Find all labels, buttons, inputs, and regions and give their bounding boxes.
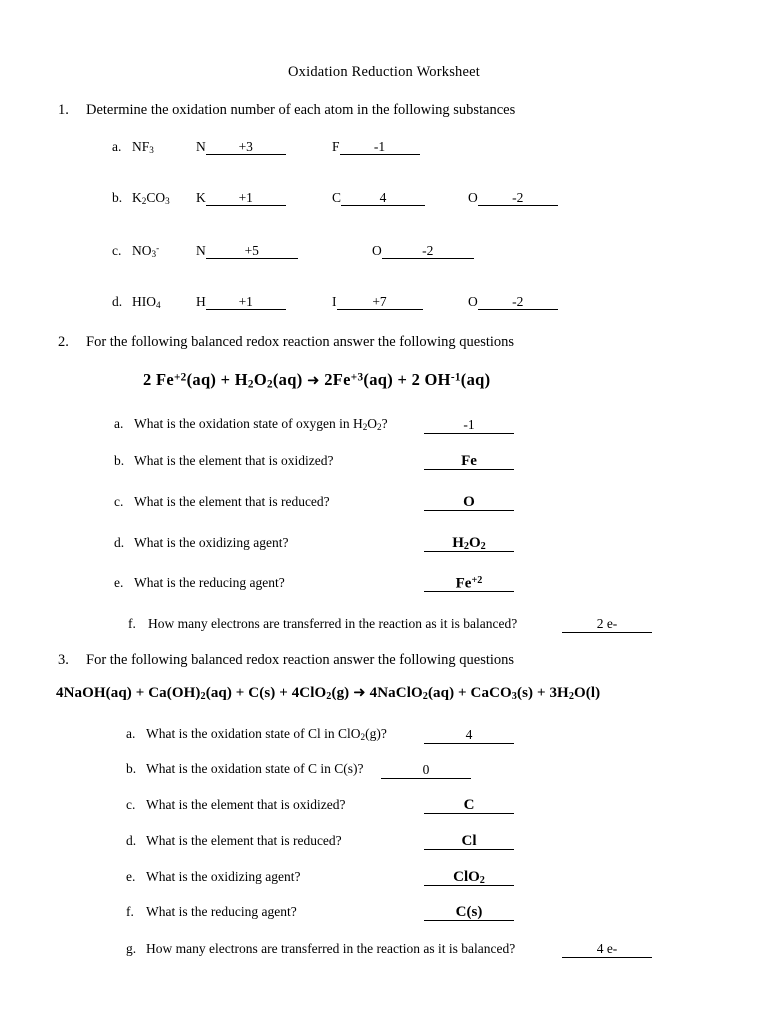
q1-d-blank-I[interactable]: +7: [337, 294, 423, 310]
q2-item-d-answer[interactable]: $H_2O_2$: [424, 535, 514, 552]
q2-item-c-text: What is the element that is reduced?: [134, 494, 330, 509]
question-2-equation: 2 $Fe^{+2}(aq) + H_2O_2(aq)$ ➜ $2Fe^{+3}(aq) + 2$ $OH^{-1}(aq)$: [143, 370, 491, 391]
q1-b-answer-O[interactable]: [468, 190, 558, 206]
q3-item-c-answer[interactable]: C: [424, 797, 514, 814]
q2-item-f-text: How many electrons are transferred in the reaction as it is balanced?: [148, 616, 518, 631]
question-2-heading: [58, 334, 514, 351]
q1-b-blank-O[interactable]: -2: [478, 190, 558, 206]
q1-b-element-C-label: C: [332, 190, 342, 205]
q1-item-c-letter: c.: [112, 243, 122, 258]
q1-d-element-O-label: O: [468, 294, 478, 309]
q3-item-a: [126, 726, 387, 742]
question-3-prompt: For the following balanced redox reaction answer the following questions: [86, 652, 515, 668]
q1-a-blank-N[interactable]: +3: [206, 139, 286, 155]
q2-item-c-answer[interactable]: O: [424, 494, 514, 511]
q3-item-a-text: What is the oxidation state of Cl in ClO$_2$(g)?: [146, 726, 387, 743]
q3-item-b-text: What is the oxidation state of C in C(s)?: [146, 761, 364, 776]
q1-c-blank-O[interactable]: -2: [382, 243, 474, 259]
q1-a-answer-F[interactable]: [332, 139, 420, 155]
q1-item-a-letter: a.: [112, 139, 122, 154]
q3-item-c: [126, 797, 345, 813]
q1-item-d: [112, 294, 161, 310]
q1-c-answer-O[interactable]: [372, 243, 474, 259]
q2-item-d-text: What is the oxidizing agent?: [134, 535, 289, 550]
q3-item-b: [126, 761, 363, 777]
q1-b-answer-C[interactable]: [332, 190, 425, 206]
q1-d-blank-H[interactable]: +1: [206, 294, 286, 310]
q3-item-a-answer[interactable]: 4: [424, 727, 514, 744]
q2-item-a: [114, 416, 388, 432]
question-3-heading: [58, 652, 514, 669]
q1-a-answer-N[interactable]: [196, 139, 286, 155]
question-1-heading: [58, 102, 515, 119]
q3-item-b-letter: b.: [126, 761, 137, 776]
q1-item-a-formula: $NF_3$: [132, 139, 154, 156]
q1-d-answer-I[interactable]: [332, 294, 423, 310]
q3-item-a-letter: a.: [126, 726, 136, 741]
q1-b-blank-K[interactable]: +1: [206, 190, 286, 206]
q2-item-e: [114, 575, 285, 591]
q2-item-c: [114, 494, 330, 510]
q3-item-c-letter: c.: [126, 797, 136, 812]
question-2-prompt: For the following balanced redox reaction answer the following questions: [86, 334, 515, 350]
q2-item-d: [114, 535, 288, 551]
question-1-prompt: Determine the oxidation number of each atom in the following substances: [86, 102, 516, 118]
q3-item-g-answer[interactable]: 4 e-: [562, 941, 652, 958]
q1-a-element-N-label: N: [196, 139, 206, 154]
q3-item-c-text: What is the element that is oxidized?: [146, 797, 346, 812]
q3-item-e-answer[interactable]: ClO$_2$: [424, 869, 514, 886]
q3-item-d-text: What is the element that is reduced?: [146, 833, 342, 848]
question-3-number: 3.: [58, 652, 69, 668]
q3-item-g: [126, 941, 515, 957]
q2-item-f: [128, 616, 517, 632]
q3-item-e-letter: e.: [126, 869, 136, 884]
question-3-equation: 4NaOH(aq) + $Ca(OH)_2(aq) + C(s) + 4ClO_2(g)$ ➜ 4NaClO$_2$(aq) + CaCO$_3$(s) + $3H_2O(l)$: [56, 683, 601, 703]
q1-c-answer-N[interactable]: [196, 243, 298, 259]
q1-b-answer-K[interactable]: [196, 190, 286, 206]
q1-d-element-I-label: I: [332, 294, 337, 309]
q1-item-b: [112, 190, 170, 206]
question-2-number: 2.: [58, 334, 69, 350]
question-1-number: 1.: [58, 102, 69, 118]
q2-item-c-letter: c.: [114, 494, 124, 509]
q3-item-d-letter: d.: [126, 833, 137, 848]
q3-item-g-letter: g.: [126, 941, 137, 956]
q1-a-element-F-label: F: [332, 139, 340, 154]
q1-c-element-O-label: O: [372, 243, 382, 258]
q2-item-f-letter: f.: [128, 616, 136, 631]
q1-item-d-formula: $HIO_4$: [132, 294, 161, 311]
q3-item-d: [126, 833, 342, 849]
q2-item-e-letter: e.: [114, 575, 124, 590]
q2-item-a-text: What is the oxidation state of oxygen in $H_2O_2$?: [134, 416, 388, 433]
q3-item-f-letter: f.: [126, 904, 134, 919]
q1-c-element-N-label: N: [196, 243, 206, 258]
q2-item-a-letter: a.: [114, 416, 124, 431]
q1-item-d-letter: d.: [112, 294, 123, 309]
q1-item-c-formula: $NO_3^-$: [132, 243, 160, 260]
q3-item-b-answer[interactable]: 0: [381, 762, 471, 779]
q3-item-f-answer[interactable]: C(s): [424, 904, 514, 921]
q1-b-element-K-label: K: [196, 190, 206, 205]
q3-item-g-text: How many electrons are transferred in the reaction as it is balanced?: [146, 941, 516, 956]
q2-item-e-answer[interactable]: $Fe^{+2}$: [424, 575, 514, 592]
q1-item-b-letter: b.: [112, 190, 123, 205]
q1-b-blank-C[interactable]: 4: [341, 190, 425, 206]
q2-item-b: [114, 453, 333, 469]
q2-item-e-text: What is the reducing agent?: [134, 575, 285, 590]
q3-item-e: [126, 869, 300, 885]
q2-item-a-answer[interactable]: -1: [424, 417, 514, 434]
q1-d-blank-O[interactable]: -2: [478, 294, 558, 310]
q2-item-d-letter: d.: [114, 535, 125, 550]
q1-d-element-H-label: H: [196, 294, 206, 309]
q3-item-e-text: What is the oxidizing agent?: [146, 869, 301, 884]
q1-d-answer-H[interactable]: [196, 294, 286, 310]
q3-item-f: [126, 904, 297, 920]
q3-item-f-text: What is the reducing agent?: [146, 904, 297, 919]
q1-b-element-O-label: O: [468, 190, 478, 205]
q2-item-b-answer[interactable]: Fe: [424, 453, 514, 470]
q1-item-a: [112, 139, 154, 155]
q1-item-b-formula: $K_2CO_3$: [132, 190, 170, 207]
q3-item-d-answer[interactable]: Cl: [424, 833, 514, 850]
q1-item-c: [112, 243, 159, 259]
q1-d-answer-O[interactable]: [468, 294, 558, 310]
q2-item-b-text: What is the element that is oxidized?: [134, 453, 334, 468]
q2-item-b-letter: b.: [114, 453, 125, 468]
q2-item-f-answer[interactable]: 2 e-: [562, 616, 652, 633]
q1-c-blank-N[interactable]: +5: [206, 243, 298, 259]
q1-a-blank-F[interactable]: -1: [340, 139, 420, 155]
page-title: Oxidation Reduction Worksheet: [287, 64, 481, 80]
